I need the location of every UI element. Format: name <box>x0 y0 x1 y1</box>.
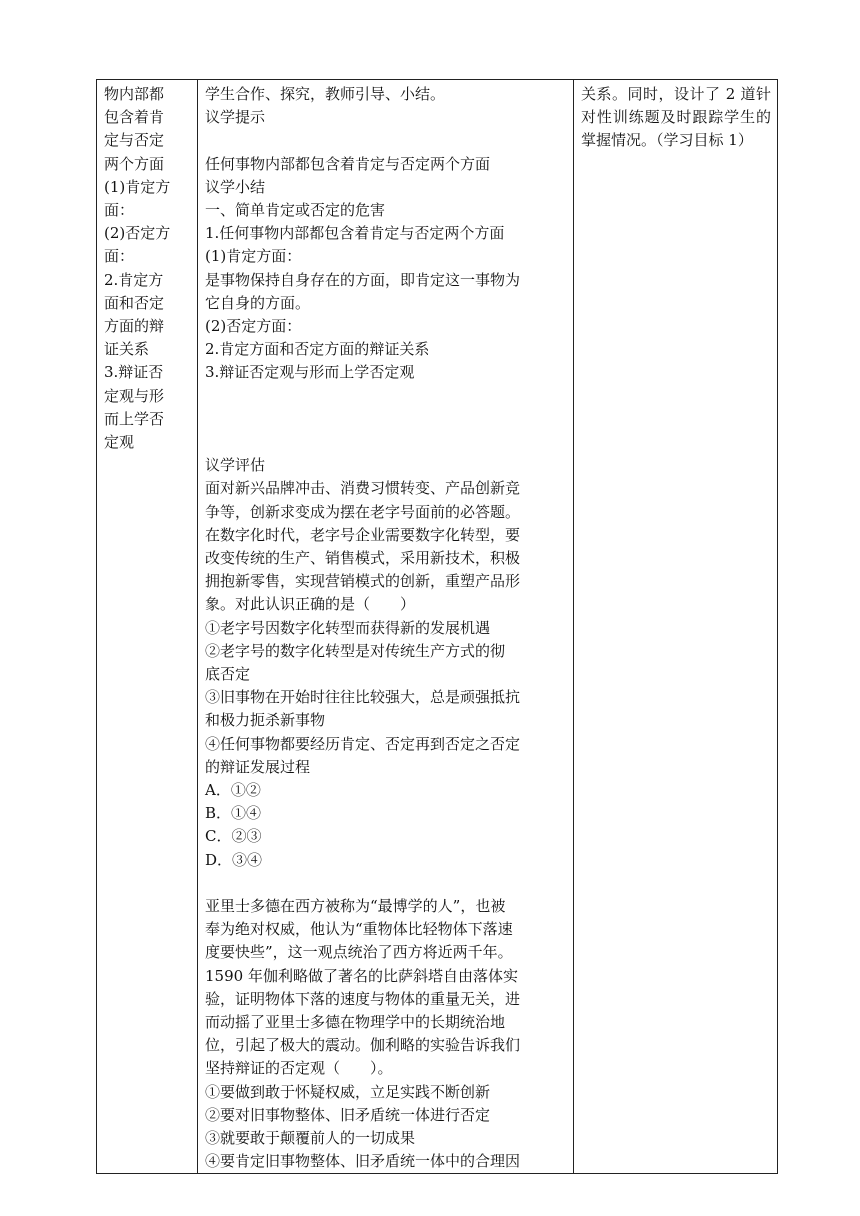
question-line: C．②③ <box>205 827 262 846</box>
question-line: 和极力扼杀新事物 <box>205 711 326 730</box>
middle-column-cell <box>198 80 574 1174</box>
spacer <box>205 431 567 454</box>
question-2 <box>205 895 567 1173</box>
summary-line: 是事物保持自身存在的方面，即肯定这一事物为 <box>205 270 521 289</box>
middle-column-content <box>198 80 573 1173</box>
question-line: A．①② <box>205 781 261 800</box>
question-1 <box>205 477 567 871</box>
summary-list <box>205 199 567 385</box>
tip-heading: 议学提示 <box>205 108 266 127</box>
question-line: 亚里士多德在西方被称为“最博学的人”，也被 <box>205 897 506 916</box>
text-line: 包含着肯 <box>104 108 165 127</box>
question-line: ②要对旧事物整体、旧矛盾统一体进行否定 <box>205 1105 491 1124</box>
text-line: 证关系 <box>104 340 150 359</box>
spacer <box>205 385 567 408</box>
text-line: (1)肯定方 <box>104 177 171 196</box>
summary-line: 1.任何事物内部都包含着肯定与否定两个方面 <box>205 224 505 243</box>
tip-text: 任何事物内部都包含着肯定与否定两个方面 <box>205 154 491 173</box>
summary-line: 一、简单肯定或否定的危害 <box>205 201 386 219</box>
text-line: 3.辩证否 <box>104 363 164 382</box>
text-line: 面： <box>104 201 135 220</box>
table-row <box>97 80 778 1174</box>
text-line: 定观 <box>104 433 135 452</box>
text-line: 2.肯定方 <box>104 270 164 289</box>
text-line: 定与否定 <box>104 131 165 150</box>
text-line: 面： <box>104 247 135 266</box>
summary-line: (2)否定方面： <box>205 317 302 336</box>
summary-line: 2.肯定方面和否定方面的辩证关系 <box>205 340 430 359</box>
question-line: 位，引起了极大的震动。伽利略的实验告诉我们 <box>205 1036 521 1055</box>
text-line: 面和否定 <box>104 293 165 312</box>
question-line: 面对新兴品牌冲击、消费习惯转变、产品创新竞 <box>205 479 521 498</box>
summary-line: 它自身的方面。 <box>205 293 311 312</box>
intro-text: 学生合作、探究，教师引导、小结。 <box>205 85 446 103</box>
text-line: (2)否定方 <box>104 224 171 243</box>
question-line: D．③④ <box>205 850 263 869</box>
question-line: 改变传统的生产、销售模式，采用新技术，积极 <box>205 549 521 567</box>
question-line: ①要做到敢于怀疑权威，立足实践不断创新 <box>205 1082 491 1101</box>
question-line: 底否定 <box>205 665 251 684</box>
spacer <box>205 872 567 895</box>
text-line: 物内部都 <box>104 85 165 103</box>
lesson-plan-table <box>96 79 778 1174</box>
right-column-text: 关系。同时，设计了 2 道针对性训练题及时跟踪学生的掌握情况。（学习目标 1） <box>581 85 771 150</box>
question-line: ①老字号因数字化转型而获得新的发展机遇 <box>205 618 491 637</box>
summary-heading: 议学小结 <box>205 177 266 196</box>
question-line: 1590 年伽利略做了著名的比萨斜塔自由落体实 <box>205 966 518 985</box>
question-line: 的辩证发展过程 <box>205 757 311 776</box>
text-line: 两个方面 <box>104 154 165 173</box>
left-column-text <box>97 80 197 454</box>
question-line: ③就要敢于颠覆前人的一切成果 <box>205 1129 416 1148</box>
question-line: 坚持辩证的否定观（ ）。 <box>205 1059 393 1078</box>
question-line: 而动摇了亚里士多德在物理学中的长期统治地 <box>205 1013 506 1032</box>
question-line: ③旧事物在开始时往往比较强大，总是顽强抵抗 <box>205 688 521 707</box>
text-line: 而上学否 <box>104 409 165 428</box>
question-line: B．①④ <box>205 804 262 823</box>
question-line: ②老字号的数字化转型是对传统生产方式的彻 <box>205 641 506 660</box>
text-line: 定观与形 <box>104 386 165 405</box>
spacer <box>205 408 567 431</box>
question-line: 验，证明物体下落的速度与物体的重量无关，进 <box>205 989 521 1008</box>
question-line: 在数字化时代，老字号企业需要数字化转型，要 <box>205 525 521 544</box>
question-line: 拥抱新零售，实现营销模式的创新，重塑产品形 <box>205 572 521 591</box>
summary-line: 3.辩证否定观与形而上学否定观 <box>205 363 415 382</box>
question-line: 争等，创新求变成为摆在老字号面前的必答题。 <box>205 502 521 521</box>
question-line: 度要快些”，这一观点统治了西方将近两千年。 <box>205 943 513 962</box>
text-line: 方面的辩 <box>104 317 165 336</box>
question-line: 奉为绝对权威，他认为“重物体比轻物体下落速 <box>205 920 513 939</box>
question-line: ④要肯定旧事物整体、旧矛盾统一体中的合理因 <box>205 1152 521 1171</box>
right-column-cell <box>574 80 778 1174</box>
question-line: 象。对此认识正确的是（ ） <box>205 595 416 614</box>
spacer <box>205 129 567 152</box>
summary-line: (1)肯定方面： <box>205 247 302 266</box>
left-column-cell <box>97 80 198 1174</box>
eval-heading: 议学评估 <box>205 456 266 475</box>
question-line: ④任何事物都要经历肯定、否定再到否定之否定 <box>205 734 521 753</box>
